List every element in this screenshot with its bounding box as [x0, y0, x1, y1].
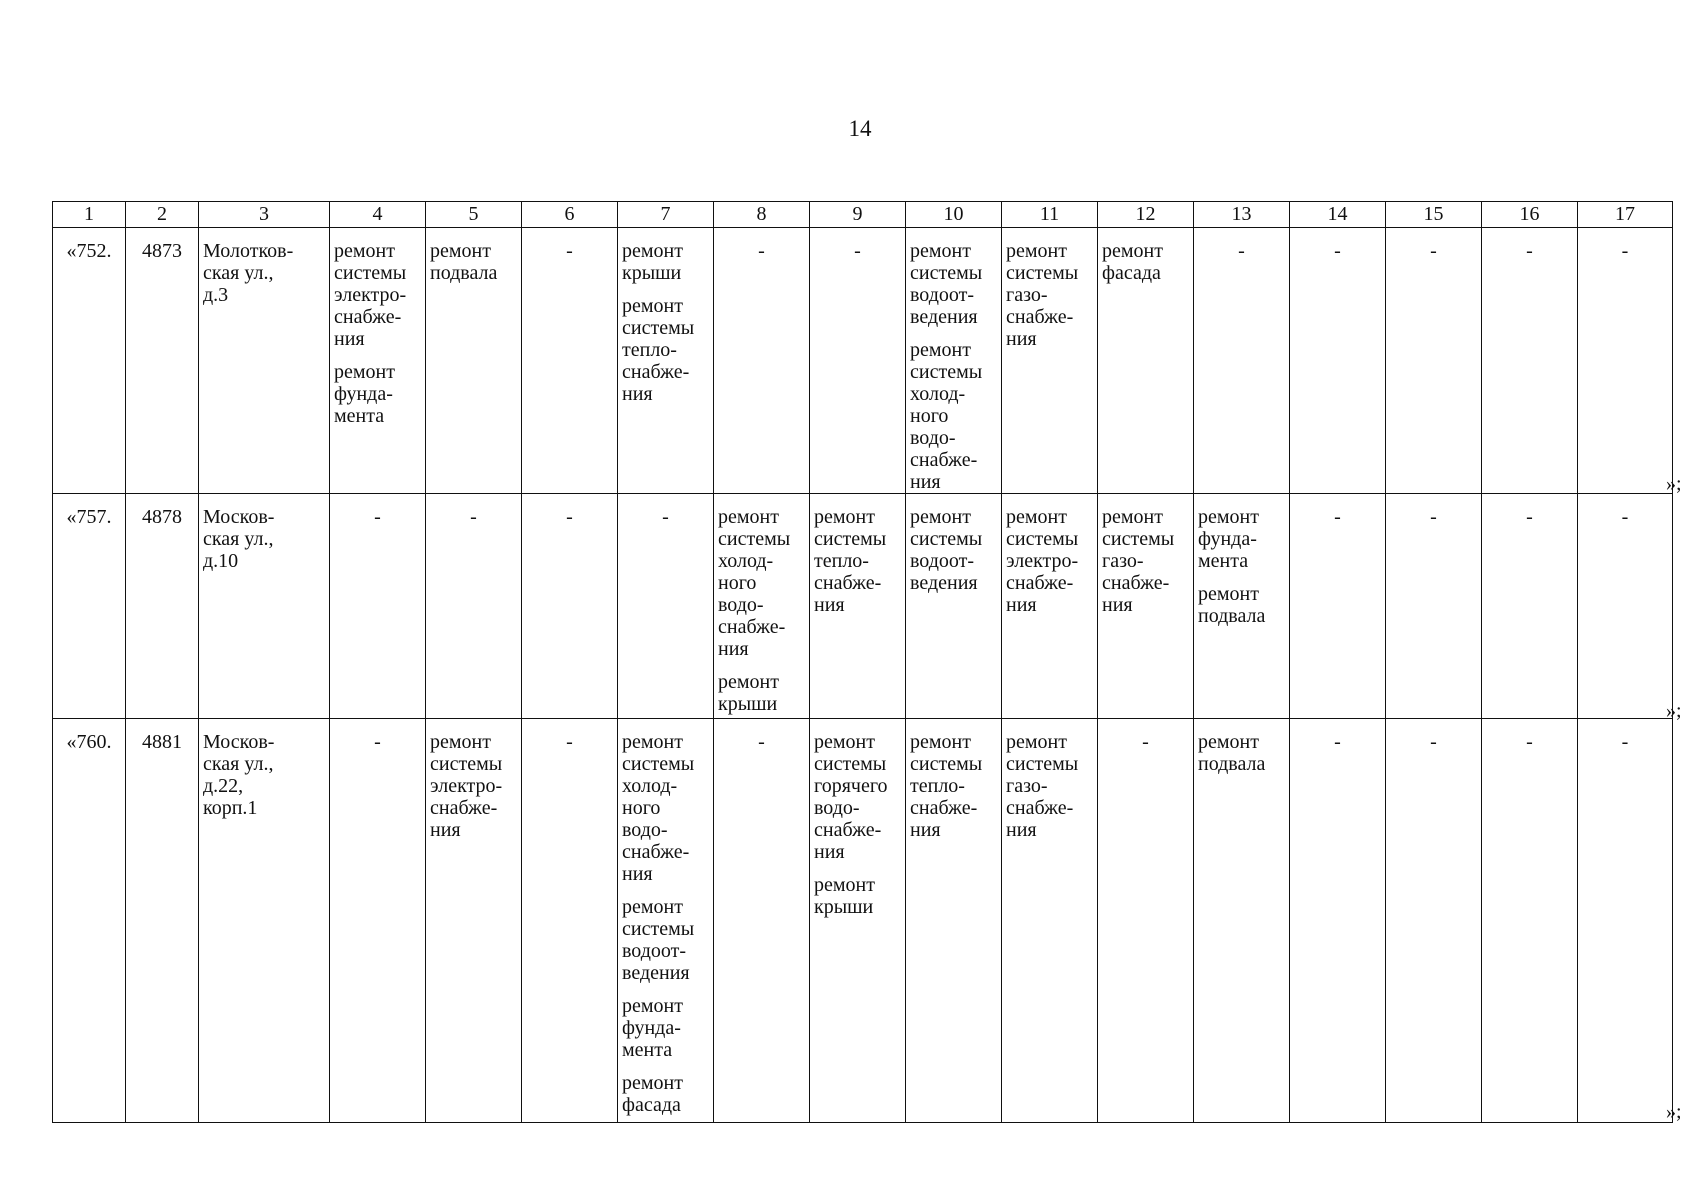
table-cell	[126, 228, 199, 494]
table-cell	[1386, 494, 1482, 719]
cell-text: ремонт системы водоот- ведения	[910, 506, 983, 594]
table-cell	[1194, 228, 1290, 494]
cell-text: -	[854, 240, 861, 262]
cell-text: ремонт системы электро- снабже- ния	[430, 731, 503, 841]
column-header: 16	[1482, 202, 1578, 228]
table-cell	[199, 494, 330, 719]
cell-text: -	[1430, 240, 1437, 262]
cell-text: «752.	[66, 240, 112, 262]
column-header: 3	[199, 202, 330, 228]
table-cell	[1482, 719, 1578, 1123]
cell-text: -	[1334, 506, 1341, 528]
cell-text: Москов- ская ул., д.22, корп.1	[203, 731, 275, 819]
cell-text: -	[1334, 240, 1341, 262]
table-cell	[810, 494, 906, 719]
cell-text: -	[662, 506, 669, 528]
cell-text: -	[1334, 731, 1341, 753]
cell-text: ремонт крыши	[718, 671, 779, 715]
table-cell	[53, 719, 126, 1123]
table-cell	[330, 228, 426, 494]
table-cell	[1002, 228, 1098, 494]
cell-text: -	[1142, 731, 1149, 753]
cell-text: -	[1526, 240, 1533, 262]
row-end-mark: »;	[1666, 473, 1682, 495]
page-number: 14	[848, 116, 872, 141]
cell-text: -	[1621, 506, 1629, 528]
table-cell	[906, 719, 1002, 1123]
cell-text: -	[1621, 731, 1629, 753]
cell-text: ремонт подвала	[430, 240, 498, 284]
cell-text: ремонт системы водоот- ведения	[622, 896, 695, 984]
cell-text: 4873	[142, 240, 182, 262]
row-end-mark: »;	[1666, 700, 1682, 722]
table-cell	[1194, 719, 1290, 1123]
cell-text: -	[758, 731, 765, 753]
table-cell	[1482, 494, 1578, 719]
cell-text: 4881	[142, 731, 182, 753]
cell-text: ремонт системы холод- ного водо- снабже- ния	[622, 731, 695, 885]
cell-text: ремонт системы электро- снабже- ния	[1006, 506, 1079, 616]
column-header: 12	[1098, 202, 1194, 228]
column-header: 10	[906, 202, 1002, 228]
column-header: 4	[330, 202, 426, 228]
table-cell	[618, 228, 714, 494]
table-cell	[426, 494, 522, 719]
cell-text: ремонт системы газо- снабже- ния	[1006, 731, 1079, 841]
table-cell	[1386, 228, 1482, 494]
table-cell	[53, 228, 126, 494]
table-cell	[1482, 228, 1578, 494]
table-cell	[1002, 494, 1098, 719]
cell-text: -	[566, 506, 573, 528]
column-header: 15	[1386, 202, 1482, 228]
column-header: 9	[810, 202, 906, 228]
cell-text: -	[1526, 731, 1533, 753]
table-cell	[714, 494, 810, 719]
cell-text: ремонт системы электро- снабже- ния	[334, 240, 407, 350]
table-cell	[1098, 494, 1194, 719]
table-cell	[1578, 719, 1673, 1123]
cell-text: ремонт системы водоот- ведения	[910, 240, 983, 328]
cell-text: ремонт подвала	[1198, 583, 1266, 627]
table-cell	[199, 228, 330, 494]
column-header: 11	[1002, 202, 1098, 228]
table-header-row	[53, 202, 1673, 228]
cell-text: ремонт крыши	[622, 240, 683, 284]
table-cell	[126, 494, 199, 719]
cell-text: -	[374, 506, 381, 528]
table-cell	[810, 719, 906, 1123]
column-header: 1	[53, 202, 126, 228]
cell-text: -	[374, 731, 381, 753]
table-cell	[906, 494, 1002, 719]
table-cell	[1290, 719, 1386, 1123]
column-header: 2	[126, 202, 199, 228]
table-cell	[1578, 494, 1673, 719]
table-body	[53, 228, 1673, 1123]
cell-text: ремонт фунда- мента	[1198, 506, 1259, 572]
cell-text: ремонт системы горячего водо- снабже- ния	[814, 731, 888, 863]
cell-text: -	[1430, 731, 1437, 753]
cell-text: «757.	[66, 506, 112, 528]
table-cell	[1386, 719, 1482, 1123]
table-cell	[1098, 719, 1194, 1123]
table-cell	[330, 494, 426, 719]
cell-text: Молотков- ская ул., д.3	[203, 240, 294, 306]
table-row	[53, 494, 1673, 719]
cell-text: ремонт крыши	[814, 874, 875, 918]
cell-text: «760.	[66, 731, 112, 753]
cell-text: 4878	[142, 506, 182, 528]
table-row	[53, 719, 1673, 1123]
cell-text: ремонт системы холод- ного водо- снабже- ния	[718, 506, 791, 660]
table-cell	[522, 719, 618, 1123]
cell-text: Москов- ская ул., д.10	[203, 506, 275, 572]
table-cell	[1290, 228, 1386, 494]
cell-text: -	[1430, 506, 1437, 528]
cell-text: -	[1621, 240, 1629, 262]
cell-text: ремонт системы тепло- снабже- ния	[622, 295, 695, 405]
cell-text: ремонт системы тепло- снабже- ния	[910, 731, 983, 841]
table-cell	[1290, 494, 1386, 719]
table-cell	[906, 228, 1002, 494]
table-cell	[522, 494, 618, 719]
table-cell	[199, 719, 330, 1123]
cell-text: -	[1526, 506, 1533, 528]
table-cell	[1194, 494, 1290, 719]
table-row	[53, 228, 1673, 494]
cell-text: -	[1238, 240, 1245, 262]
repair-schedule-table	[52, 201, 1673, 1123]
table-cell	[714, 228, 810, 494]
table-cell	[1002, 719, 1098, 1123]
column-header: 13	[1194, 202, 1290, 228]
cell-text: ремонт системы холод- ного водо- снабже- ния	[910, 339, 983, 493]
table-cell	[810, 228, 906, 494]
table-cell	[426, 719, 522, 1123]
cell-text: ремонт фасада	[622, 1072, 683, 1116]
cell-text: ремонт подвала	[1198, 731, 1266, 775]
table-cell	[618, 494, 714, 719]
cell-text: -	[470, 506, 477, 528]
cell-text: -	[758, 240, 765, 262]
table-cell	[330, 719, 426, 1123]
table-cell	[1578, 228, 1673, 494]
cell-text: ремонт системы газо- снабже- ния	[1006, 240, 1079, 350]
column-header: 5	[426, 202, 522, 228]
table-cell	[714, 719, 810, 1123]
cell-text: -	[566, 240, 573, 262]
cell-text: ремонт фунда- мента	[622, 995, 683, 1061]
table-cell	[126, 719, 199, 1123]
table-cell	[522, 228, 618, 494]
table-cell	[1098, 228, 1194, 494]
cell-text: ремонт системы тепло- снабже- ния	[814, 506, 887, 616]
column-header: 17	[1578, 202, 1673, 228]
cell-text: -	[566, 731, 573, 753]
column-header: 14	[1290, 202, 1386, 228]
table-cell	[53, 494, 126, 719]
column-header: 8	[714, 202, 810, 228]
cell-text: ремонт фунда- мента	[334, 361, 395, 427]
column-header: 6	[522, 202, 618, 228]
column-header: 7	[618, 202, 714, 228]
table-cell	[618, 719, 714, 1123]
table-cell	[426, 228, 522, 494]
row-end-mark: »;	[1666, 1101, 1682, 1123]
cell-text: ремонт фасада	[1102, 240, 1163, 284]
cell-text: ремонт системы газо- снабже- ния	[1102, 506, 1175, 616]
